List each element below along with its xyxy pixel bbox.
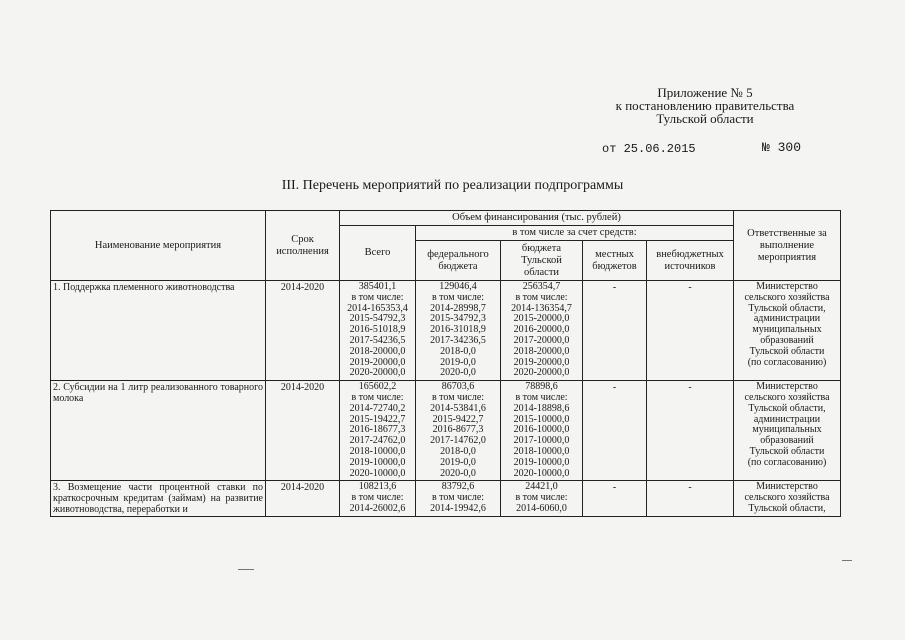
row-regional <box>501 381 583 481</box>
amount-line: в том числе: <box>515 291 568 303</box>
amount-line: 2019-0,0 <box>440 356 476 368</box>
table-row <box>51 481 841 517</box>
responsible-line: сельского хозяйства <box>744 391 830 403</box>
amount-line: 2019-0,0 <box>440 456 476 468</box>
amount-line: 2017-10000,0 <box>513 435 570 447</box>
amount-line: 2018-20000,0 <box>349 345 406 357</box>
amount-line: 2017-20000,0 <box>513 334 570 346</box>
responsible-line: Тульской области, <box>748 502 826 514</box>
amount-line: 2014-18898,6 <box>513 402 570 414</box>
amount-line: 2018-20000,0 <box>513 345 570 357</box>
amount-line: 2018-0,0 <box>440 345 476 357</box>
amount-line: 2015-9422,7 <box>432 413 484 425</box>
row-term: 2014-2020 <box>266 381 340 481</box>
amount-line: 2020-0,0 <box>440 367 476 379</box>
responsible-line: сельского хозяйства <box>744 492 830 504</box>
header-federal: федерального бюджета <box>416 241 501 281</box>
header-regional: бюджета Тульской области <box>501 241 583 281</box>
amount-line: 2017-14762,0 <box>430 435 486 447</box>
header-sources-group: в том числе за счет средств: <box>416 226 734 241</box>
decree-date: от 25.06.2015 <box>602 142 696 156</box>
amount-line: 2018-10000,0 <box>513 445 570 457</box>
responsible-line: образований <box>760 435 814 447</box>
appendix-line: Приложение № 5 <box>657 85 753 100</box>
amount-line: 2016-10000,0 <box>513 424 570 436</box>
amount-line: в том числе: <box>351 492 404 504</box>
row-responsible <box>734 481 841 517</box>
responsible-line: Тульской области, <box>748 402 826 414</box>
amount-line: 2015-54792,3 <box>349 313 406 325</box>
appendix-line: к постановлению правительства <box>615 98 795 113</box>
appendix-header <box>560 86 850 125</box>
header-extrabudget: внебюджетных источников <box>647 241 734 281</box>
table-row <box>51 281 841 381</box>
responsible-line: Тульской области <box>749 445 825 457</box>
amount-line: 83792,6 <box>441 481 475 493</box>
amount-line: в том числе: <box>515 391 568 403</box>
responsible-line: Министерство <box>756 381 818 393</box>
amount-line: 2015-34792,3 <box>430 313 486 325</box>
header-local: местных бюджетов <box>583 241 647 281</box>
amount-line: 385401,1 <box>358 281 397 292</box>
responsible-line: (по согласованию) <box>747 356 827 368</box>
row-extrabudget: - <box>647 281 734 381</box>
amount-line: 2020-10000,0 <box>513 467 570 479</box>
appendix-line: Тульской области <box>656 111 754 126</box>
amount-line: 2014-136354,7 <box>511 302 572 314</box>
header-name: Наименование мероприятия <box>51 211 266 281</box>
row-regional <box>501 481 583 517</box>
scan-stroke <box>842 560 852 561</box>
amount-line: 2015-20000,0 <box>513 313 570 325</box>
amount-line: 2020-10000,0 <box>349 467 406 479</box>
amount-line: 2014-6060,0 <box>516 502 567 514</box>
amount-line: 256354,7 <box>522 281 561 292</box>
row-name: 3. Возмещение части процентной ставки по краткосрочным кредитам (займам) на развитие животноводства, переработки и <box>51 481 266 517</box>
row-name: 1. Поддержка племенного животноводства <box>51 281 266 381</box>
amount-line: в том числе: <box>351 291 404 303</box>
amount-line: 2019-10000,0 <box>513 456 570 468</box>
responsible-line: муниципальных <box>752 324 822 336</box>
amount-line: 2016-20000,0 <box>513 324 570 336</box>
amount-line: 2014-165353,4 <box>347 302 408 314</box>
responsible-line: Министерство <box>756 481 818 493</box>
amount-line: 2015-10000,0 <box>513 413 570 425</box>
amount-line: 2014-26002,6 <box>349 502 406 514</box>
row-total <box>340 381 416 481</box>
amount-line: 2014-72740,2 <box>349 402 406 414</box>
responsible-line: (по согласованию) <box>747 456 827 468</box>
row-local: - <box>583 281 647 381</box>
amount-line: 2016-18677,3 <box>349 424 406 436</box>
amount-line: 165602,2 <box>358 381 397 393</box>
row-federal <box>416 481 501 517</box>
amount-line: в том числе: <box>351 391 404 403</box>
amount-line: 2014-28998,7 <box>430 302 486 314</box>
responsible-line: муниципальных <box>752 424 822 436</box>
row-federal <box>416 381 501 481</box>
amount-line: 2017-24762,0 <box>349 435 406 447</box>
row-local: - <box>583 481 647 517</box>
row-name: 2. Субсидии на 1 литр реализованного товарного молока <box>51 381 266 481</box>
amount-line: 129046,4 <box>439 281 477 292</box>
amount-line: в том числе: <box>431 492 485 504</box>
activities-table <box>50 210 841 517</box>
responsible-line: администрации <box>753 313 821 325</box>
amount-line: 2014-53841,6 <box>430 402 486 414</box>
amount-line: в том числе: <box>431 291 485 303</box>
amount-line: 2020-20000,0 <box>349 367 406 379</box>
amount-line: 2018-0,0 <box>440 445 476 457</box>
row-term: 2014-2020 <box>266 481 340 517</box>
header-responsible: Ответственные за выполнение мероприятия <box>734 211 841 281</box>
row-total <box>340 281 416 381</box>
amount-line: в том числе: <box>515 492 568 504</box>
amount-line: 2018-10000,0 <box>349 445 406 457</box>
row-responsible <box>734 381 841 481</box>
row-responsible <box>734 281 841 381</box>
amount-line: 2019-20000,0 <box>513 356 570 368</box>
amount-line: 2019-10000,0 <box>349 456 406 468</box>
header-total: Всего <box>340 226 416 281</box>
amount-line: в том числе: <box>431 391 485 403</box>
row-extrabudget: - <box>647 381 734 481</box>
row-term: 2014-2020 <box>266 281 340 381</box>
amount-line: 2016-8677,3 <box>432 424 484 436</box>
amount-line: 2015-19422,7 <box>349 413 406 425</box>
row-regional <box>501 281 583 381</box>
amount-line: 78898,6 <box>525 381 558 393</box>
row-federal <box>416 281 501 381</box>
row-total <box>340 481 416 517</box>
header-financing: Объем финансирования (тыс. рублей) <box>340 211 734 226</box>
amount-line: 2020-0,0 <box>440 467 476 479</box>
amount-line: 24421,0 <box>525 481 558 493</box>
amount-line: 2017-34236,5 <box>430 334 486 346</box>
decree-number: № 300 <box>762 140 802 155</box>
responsible-line: Министерство <box>756 281 818 292</box>
table-row <box>51 381 841 481</box>
amount-line: 108213,6 <box>358 481 397 493</box>
responsible-line: сельского хозяйства <box>744 291 830 303</box>
amount-line: 2016-31018,9 <box>430 324 486 336</box>
scan-stroke <box>238 569 254 570</box>
amount-line: 86703,6 <box>441 381 475 393</box>
amount-line: 2019-20000,0 <box>349 356 406 368</box>
amount-line: 2014-19942,6 <box>430 502 486 514</box>
responsible-line: Тульской области, <box>748 302 826 314</box>
amount-line: 2017-54236,5 <box>349 334 406 346</box>
row-extrabudget: - <box>647 481 734 517</box>
responsible-line: образований <box>760 334 814 346</box>
header-term: Срок исполнения <box>266 211 340 281</box>
amount-line: 2016-51018,9 <box>349 324 406 336</box>
amount-line: 2020-20000,0 <box>513 367 570 379</box>
responsible-line: администрации <box>753 413 821 425</box>
responsible-line: Тульской области <box>749 345 825 357</box>
row-local: - <box>583 381 647 481</box>
section-title: III. Перечень мероприятий по реализации подпрограммы <box>281 178 624 193</box>
